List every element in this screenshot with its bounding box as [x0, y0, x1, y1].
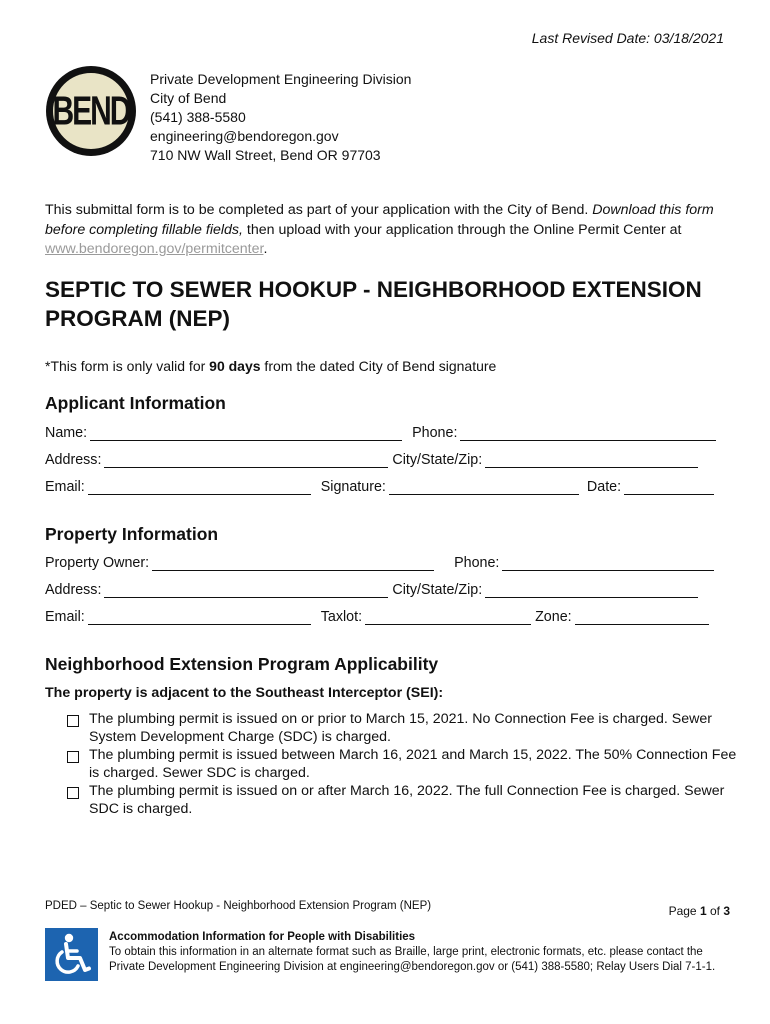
applicant-email-field[interactable] [88, 480, 311, 495]
checkbox[interactable] [67, 715, 79, 727]
page-prefix: Page [668, 904, 700, 918]
taxlot-field[interactable] [365, 610, 531, 625]
property-email-field[interactable] [88, 610, 311, 625]
applicant-address-field[interactable] [104, 453, 388, 468]
zone-label: Zone: [535, 609, 572, 625]
property-phone-label: Phone: [454, 555, 500, 571]
city-name: City of Bend [150, 90, 227, 106]
nep-option-2-text: The plumbing permit is issued between March 16, 2021 and March 15, 2022. The 50% Connection Fee is charged. Sewer SDC is charged. [89, 747, 737, 781]
date-label: Date: [586, 479, 622, 495]
taxlot-label: Taxlot: [320, 609, 363, 625]
property-city-label: City/State/Zip: [392, 582, 483, 598]
intro-text: This submittal form is to be completed as part of your application with the City of Bend. [45, 202, 593, 218]
org-phone: (541) 388-5580 [150, 109, 246, 125]
validity-prefix: *This form is only valid for [45, 358, 210, 374]
accessibility-title: Accommodation Information for People with Disabilities [109, 931, 416, 943]
org-address: 710 NW Wall Street, Bend OR 97703 [150, 147, 381, 163]
property-row-2 [45, 580, 725, 598]
form-title: SEPTIC TO SEWER HOOKUP - NEIGHBORHOOD EXTENSION PROGRAM (NEP) [45, 277, 702, 331]
applicant-name-field[interactable] [90, 426, 402, 441]
city-state-zip-label: City/State/Zip: [392, 452, 483, 468]
email-label: Email: [45, 479, 85, 495]
validity-note [45, 358, 496, 374]
intro-italic: Download this form before completing fillable fields, [45, 202, 714, 238]
applicant-phone-field[interactable] [460, 426, 716, 441]
wheelchair-icon [45, 928, 98, 981]
last-revised-date: Last Revised Date: 03/18/2021 [531, 30, 724, 46]
property-address-field[interactable] [104, 583, 388, 598]
property-row-3 [45, 607, 725, 625]
applicant-heading: Applicant Information [45, 393, 226, 413]
nep-option-3[interactable] [67, 783, 737, 818]
page-number [669, 904, 730, 918]
property-row-1 [45, 553, 725, 571]
zone-field[interactable] [575, 610, 709, 625]
property-phone-field[interactable] [502, 556, 714, 571]
address-label: Address: [45, 452, 102, 468]
applicant-signature-field[interactable] [389, 480, 579, 495]
name-label: Name: [45, 425, 88, 441]
page-mid: of [706, 904, 724, 918]
applicant-date-field[interactable] [624, 480, 714, 495]
property-address-label: Address: [45, 582, 102, 598]
applicant-row-1 [45, 423, 725, 441]
phone-label: Phone: [412, 425, 458, 441]
logo-text: BEND [52, 88, 130, 134]
checkbox[interactable] [67, 787, 79, 799]
applicant-row-3 [45, 477, 725, 495]
organization-info [150, 70, 411, 165]
accessibility-text: To obtain this information in an alternate format such as Braille, large print, electronic formats, etc. please contact the Private Development Engineering Division at engineering@bendoregon.gov or (541) 388-5580; Relay Users Dial 7-1-1. [109, 946, 716, 973]
nep-option-3-text: The plumbing permit is issued on or after March 16, 2022. The full Connection Fee is charged. Sewer SDC is charged. [89, 783, 725, 817]
division-name: Private Development Engineering Division [150, 71, 412, 87]
applicant-city-field[interactable] [485, 453, 698, 468]
city-of-bend-logo [45, 65, 137, 157]
page-total: 3 [723, 904, 730, 918]
permit-center-link[interactable]: www.bendoregon.gov/permitcenter [45, 241, 264, 257]
nep-option-1[interactable] [67, 711, 737, 746]
page-current: 1 [699, 904, 707, 918]
nep-heading: Neighborhood Extension Program Applicability [45, 654, 439, 674]
nep-subheading: The property is adjacent to the Southeast Interceptor (SEI): [45, 685, 444, 701]
nep-option-1-text: The plumbing permit is issued on or prior to March 15, 2021. No Connection Fee is charged. Sewer System Development Charge (SDC) is charged. [89, 711, 712, 745]
property-email-label: Email: [45, 609, 85, 625]
intro-end: . [263, 241, 268, 257]
checkbox[interactable] [67, 751, 79, 763]
applicant-row-2 [45, 450, 725, 468]
nep-option-2[interactable] [67, 747, 737, 782]
property-city-field[interactable] [485, 583, 698, 598]
accessibility-info [109, 930, 729, 975]
property-heading: Property Information [45, 524, 219, 544]
property-owner-field[interactable] [152, 556, 434, 571]
intro-text-2: then upload with your application through the Online Permit Center at [242, 221, 682, 238]
footer-title: PDED – Septic to Sewer Hookup - Neighborhood Extension Program (NEP) [45, 900, 432, 912]
property-owner-label: Property Owner: [45, 555, 150, 571]
intro-paragraph [45, 201, 735, 260]
signature-label: Signature: [320, 479, 386, 495]
validity-suffix: from the dated City of Bend signature [260, 358, 497, 374]
org-email[interactable]: engineering@bendoregon.gov [150, 128, 339, 144]
validity-days: 90 days [209, 358, 261, 374]
